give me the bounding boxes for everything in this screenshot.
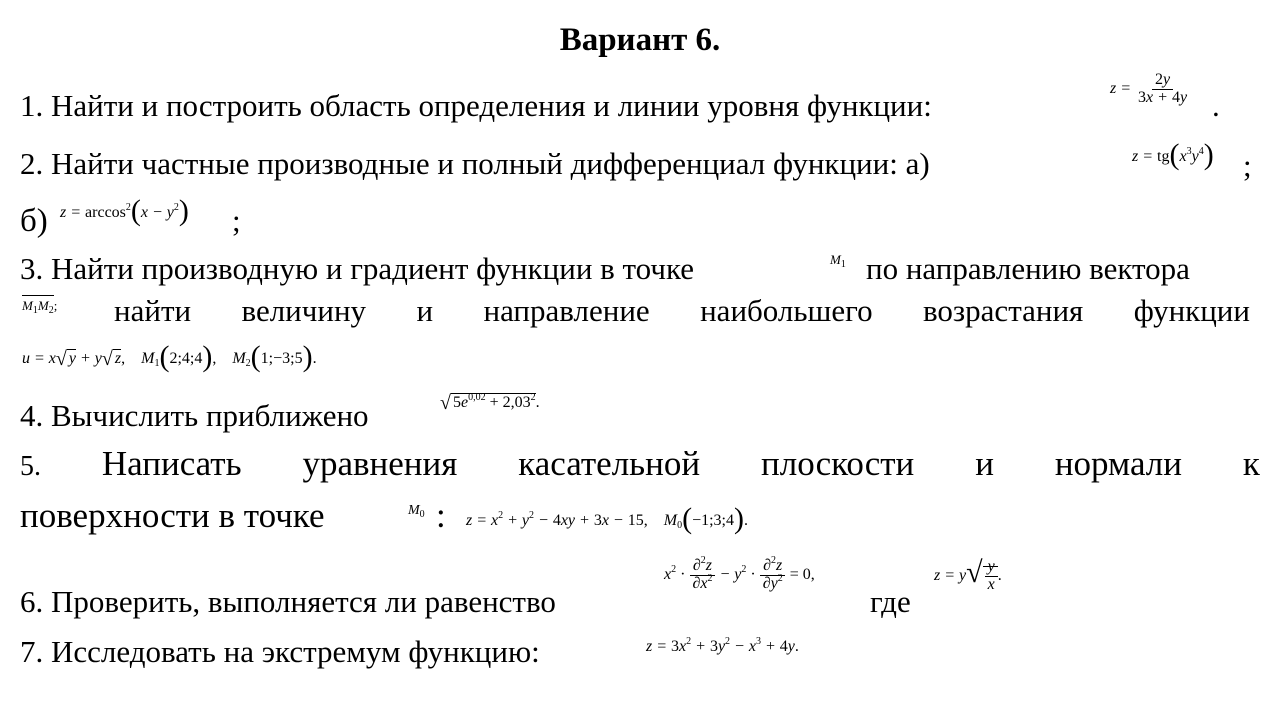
- task-3-word: возрастания: [923, 293, 1084, 328]
- page-title: Вариант 6.: [559, 22, 721, 58]
- task-1-end: .: [1212, 88, 1220, 123]
- task-5-point-m0: $M_0$: [408, 503, 425, 520]
- task-3-word: функции: [1133, 293, 1250, 328]
- task-6-z-formula: z = y√ $\frac{y}{x}$ .: [934, 556, 1002, 593]
- task-2-end: ;: [232, 203, 241, 238]
- task-1-formula: z = $\frac{2y}{3x + 4y}$: [1110, 71, 1188, 106]
- task-4: [20, 398, 369, 434]
- task-7-text: 7. Исследовать на экстремум функцию:: [20, 634, 540, 669]
- task-5-word: касательной: [518, 444, 701, 483]
- task-3-word: направление: [483, 293, 650, 328]
- task-5-line1: [20, 444, 1260, 484]
- task-3-text-a: 3. Найти производную и градиент функции в точке: [20, 251, 695, 286]
- task-2a-formula: $z = tg(x^3y^4)$: [1132, 138, 1214, 171]
- task-5-formula: $z = x^2 + y^2 - 4xy + 3x - 15$, $M_0(-1;3;4)$.: [466, 502, 748, 535]
- task-5-word: Написать: [101, 444, 242, 483]
- task-6-text: 6. Проверить, выполняется ли равенство: [20, 584, 556, 619]
- task-6-formula: $x^2$ · $\frac{\partial^2z}{\partial x^2}$ − $y^2$ · $\frac{\partial^2z}{\partial y^2}$ = 0,: [664, 555, 815, 592]
- task-3-vector: $M_1M_2$;: [22, 298, 58, 316]
- task-5-colon: :: [436, 496, 446, 535]
- task-3-word: наибольшего: [700, 293, 873, 328]
- task-2b-formula: $z = \arccos^2(x - y^2)$: [60, 194, 189, 227]
- task-3-text-b: по направлению вектора: [866, 251, 1190, 286]
- task-3-line2: [114, 293, 1250, 329]
- task-4-text: 4. Вычислить приближено: [20, 398, 369, 433]
- task-3-point-m1: $M_1$: [830, 252, 846, 270]
- task-6: [20, 584, 556, 620]
- task-7: [20, 634, 540, 670]
- task-7-formula: $z = 3x^2 + 3y^2 - x^3 + 4y$.: [646, 636, 799, 655]
- task-2: [20, 146, 930, 182]
- task-5-num: 5.: [20, 451, 41, 482]
- task-5-word: нормали: [1054, 444, 1182, 483]
- task-6-where: где: [870, 584, 911, 619]
- task-1-text: 1. Найти и построить область определения и линии уровня функции:: [20, 88, 932, 123]
- task-5-word: уравнения: [302, 444, 458, 483]
- task-5-word: и: [975, 444, 994, 483]
- task-5-text-b: поверхности в точке: [20, 496, 325, 535]
- task-2-separator: ;: [1243, 148, 1252, 183]
- task-3-word: и: [416, 293, 434, 328]
- task-3-line1: [20, 251, 694, 287]
- task-5-word: к: [1242, 444, 1260, 483]
- task-3-word: величину: [241, 293, 367, 328]
- task-4-formula: √ $5e^{0,02} + 2,03^2$.: [440, 392, 540, 414]
- task-3-word: найти: [114, 293, 192, 328]
- task-2b-label: б): [20, 203, 48, 239]
- task-5-line2: [20, 496, 324, 536]
- task-1: [20, 88, 932, 124]
- task-3-formula: u = x√ y + y√ z, $M_1(2;4;4)$, $M_2(1;-3;5)$.: [22, 340, 317, 373]
- task-2-text: 2. Найти частные производные и полный дифференциал функции: а): [20, 146, 930, 181]
- task-5-word: плоскости: [761, 444, 915, 483]
